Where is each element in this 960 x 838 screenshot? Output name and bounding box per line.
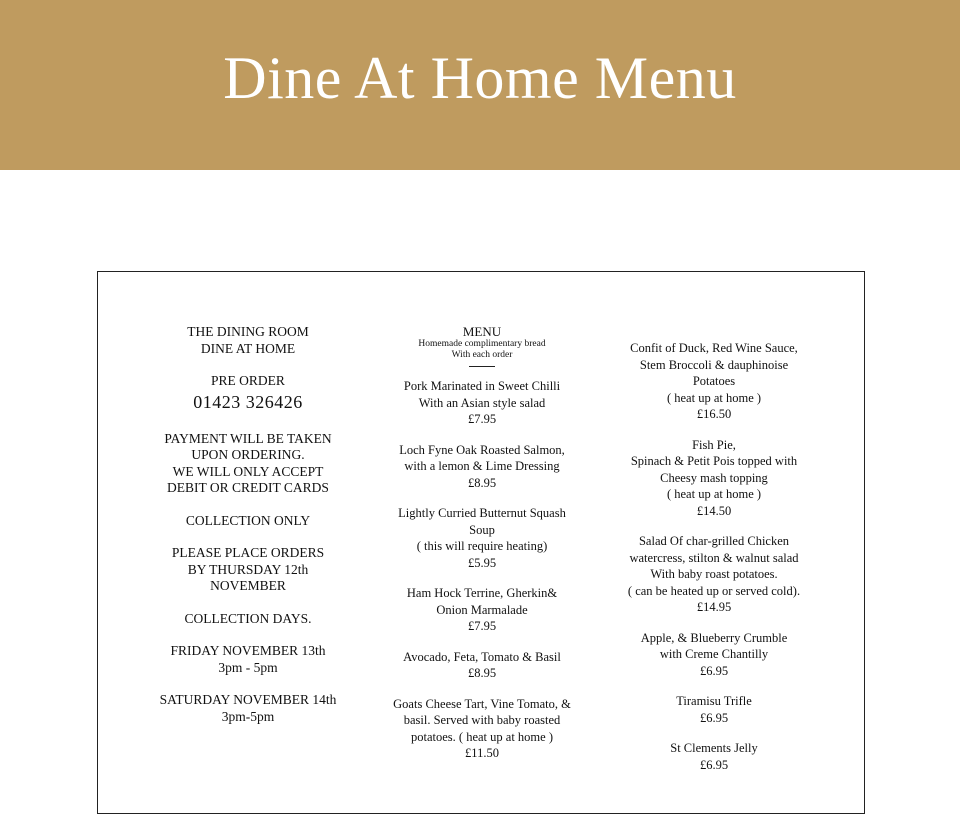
menu-item-price: £5.95 <box>467 555 497 570</box>
order-line: BY THURSDAY 12th <box>187 561 309 577</box>
menu-item <box>610 740 818 773</box>
friday-time: 3pm - 5pm <box>218 659 278 675</box>
collection-days-label: COLLECTION DAYS. <box>184 610 312 626</box>
menu-item-desc: basil. Served with baby roasted <box>403 713 561 727</box>
order-line: NOVEMBER <box>210 578 286 593</box>
payment-line: WE WILL ONLY ACCEPT <box>172 463 324 479</box>
menu-item-desc: with a lemon & Lime Dressing <box>404 459 560 473</box>
bread-note: Homemade complimentary bread <box>418 339 546 349</box>
info-column <box>148 324 348 725</box>
menu-item <box>378 649 586 682</box>
menu-item-desc: ( this will require heating) <box>416 539 548 553</box>
menu-item-price: £14.95 <box>696 600 732 614</box>
divider <box>469 366 495 367</box>
menu-item-desc: ( can be heated up or served cold). <box>627 583 801 598</box>
menu-item-desc: ( heat up at home ) <box>666 487 762 501</box>
menu-item <box>610 533 818 616</box>
saturday-date: SATURDAY NOVEMBER 14th <box>159 692 337 707</box>
menu-item-desc: Pork Marinated in Sweet Chilli <box>403 379 561 393</box>
payment-line: DEBIT OR CREDIT CARDS <box>167 480 329 495</box>
starters-list <box>378 378 586 762</box>
bread-note: With each order <box>451 350 513 360</box>
menu-item-desc: St Clements Jelly <box>670 741 758 755</box>
order-line: PLEASE PLACE ORDERS <box>171 545 325 560</box>
menu-item-desc: Loch Fyne Oak Roasted Salmon, <box>399 442 565 457</box>
menu-item <box>378 696 586 762</box>
menu-item-desc: Fish Pie, <box>692 437 736 452</box>
menu-item-desc: Confit of Duck, Red Wine Sauce, <box>630 341 798 355</box>
page-title: Dine At Home Menu <box>223 44 737 111</box>
saturday-collection <box>148 692 348 725</box>
menu-item-desc: Ham Hock Terrine, Gherkin& <box>406 586 558 600</box>
menu-item <box>378 378 586 428</box>
menu-item-desc: with Creme Chantilly <box>659 647 769 661</box>
menu-item-desc: Potatoes <box>692 374 736 388</box>
menu-item-desc: Lightly Curried Butternut Squash <box>398 506 566 520</box>
payment-line: UPON ORDERING. <box>191 447 305 462</box>
menu-item <box>610 340 818 423</box>
menu-item <box>378 505 586 571</box>
menu-item-price: £8.95 <box>467 475 497 490</box>
menu-item-desc: Onion Marmalade <box>436 602 528 617</box>
menu-item-price: £8.95 <box>467 666 497 680</box>
menu-heading: MENU <box>462 324 502 339</box>
menu-item-price: £6.95 <box>699 710 729 725</box>
menu-item-price: £11.50 <box>465 746 499 760</box>
menu-item-desc: With an Asian style salad <box>418 395 546 410</box>
menu-item <box>610 693 818 726</box>
menu-item-desc: Tiramisu Trifle <box>676 694 752 708</box>
phone-number: 01423 326426 <box>193 391 303 412</box>
menu-item-desc: Cheesy mash topping <box>660 470 768 485</box>
menu-column-mains <box>610 340 818 787</box>
menu-item-price: £7.95 <box>467 412 497 426</box>
restaurant-name: THE DINING ROOM <box>187 324 309 339</box>
menu-item <box>378 585 586 635</box>
menu-item-price: £14.50 <box>696 503 732 518</box>
saturday-time: 3pm-5pm <box>221 708 275 724</box>
menu-item-desc: Apple, & Blueberry Crumble <box>640 630 788 645</box>
friday-collection <box>148 643 348 676</box>
menu-item <box>378 442 586 492</box>
menu-item-desc: Avocado, Feta, Tomato & Basil <box>403 649 561 664</box>
pre-order-label: PRE ORDER <box>211 373 285 388</box>
friday-date: FRIDAY NOVEMBER 13th <box>170 643 326 658</box>
collection-only: COLLECTION ONLY <box>185 512 311 528</box>
menu-item <box>610 437 818 520</box>
payment-notice <box>148 431 348 497</box>
menu-item-desc: Soup <box>469 522 495 537</box>
menu-item-price: £7.95 <box>467 619 497 633</box>
header-banner <box>0 0 960 170</box>
menu-item-desc: potatoes. ( heat up at home ) <box>411 729 553 744</box>
order-deadline <box>148 545 348 595</box>
menu-item <box>610 630 818 680</box>
menu-item-price: £16.50 <box>696 407 732 421</box>
menu-column-starters <box>378 324 586 776</box>
menu-item-price: £6.95 <box>699 663 729 678</box>
menu-item-desc: With baby roast potatoes. <box>650 567 778 581</box>
menu-item-desc: Goats Cheese Tart, Vine Tomato, & <box>393 696 571 711</box>
menu-card <box>97 271 865 814</box>
menu-item-price: £6.95 <box>699 757 729 772</box>
service-name: DINE AT HOME <box>200 340 296 356</box>
menu-item-desc: Spinach & Petit Pois topped with <box>630 454 798 468</box>
menu-item-desc: Salad Of char-grilled Chicken <box>638 534 790 548</box>
menu-item-desc: ( heat up at home ) <box>666 390 762 405</box>
mains-list <box>610 340 818 773</box>
menu-item-desc: Stem Broccoli & dauphinoise <box>639 357 789 372</box>
payment-line: PAYMENT WILL BE TAKEN <box>164 430 332 446</box>
menu-item-desc: watercress, stilton & walnut salad <box>629 550 799 565</box>
